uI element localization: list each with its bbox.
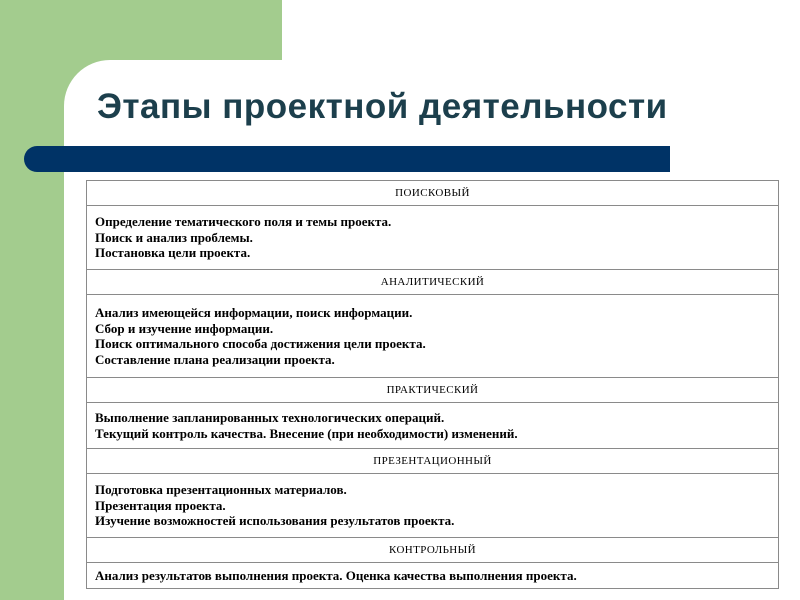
stage-description (87, 563, 779, 589)
stage-name: АНАЛИТИЧЕСКИЙ (87, 270, 779, 295)
description-line: Сбор и изучение информации. (95, 320, 274, 336)
stage-description-row (87, 403, 779, 449)
description-line: Выполнение запланированных технологических операций. (95, 410, 445, 425)
stage-description (87, 474, 779, 538)
stage-description-row (87, 563, 779, 589)
stage-header-row (87, 449, 779, 474)
description-line: Составление плана реализации проекта. (95, 351, 335, 367)
stage-header-row (87, 378, 779, 403)
description-line: Изучение возможностей использования результатов проекта. (95, 513, 455, 529)
description-line: Текущий контроль качества. Внесение (при необходимости) изменений. (95, 425, 518, 441)
stage-name: ПОИСКОВЫЙ (87, 181, 779, 206)
stage-name: ПРЕЗЕНТАЦИОННЫЙ (87, 449, 779, 474)
stage-header-row (87, 181, 779, 206)
stage-description-row (87, 206, 779, 270)
description-line: Определение тематического поля и темы проекта. (95, 214, 392, 230)
stage-name: КОНТРОЛЬНЫЙ (87, 538, 779, 563)
description-line: Подготовка презентационных материалов. (95, 482, 347, 498)
description-line: Анализ имеющейся информации, поиск информации. (95, 305, 413, 320)
stage-header-row (87, 270, 779, 295)
stage-description (87, 206, 779, 270)
stage-description (87, 403, 779, 449)
stage-description-row (87, 474, 779, 538)
description-line: Анализ результатов выполнения проекта. Оценка качества выполнения проекта. (95, 567, 577, 583)
slide-title: Этапы проектной деятельности (97, 87, 668, 126)
description-line: Поиск и анализ проблемы. (95, 229, 253, 245)
title-underline-bar (24, 146, 670, 172)
stage-header-row (87, 538, 779, 563)
stage-description (87, 295, 779, 378)
stages-table (86, 180, 779, 589)
stage-name: ПРАКТИЧЕСКИЙ (87, 378, 779, 403)
description-line: Поиск оптимального способа достижения цели проекта. (95, 336, 426, 351)
description-line: Постановка цели проекта. (95, 245, 251, 261)
description-line: Презентация проекта. (95, 497, 226, 513)
stage-description-row (87, 295, 779, 378)
